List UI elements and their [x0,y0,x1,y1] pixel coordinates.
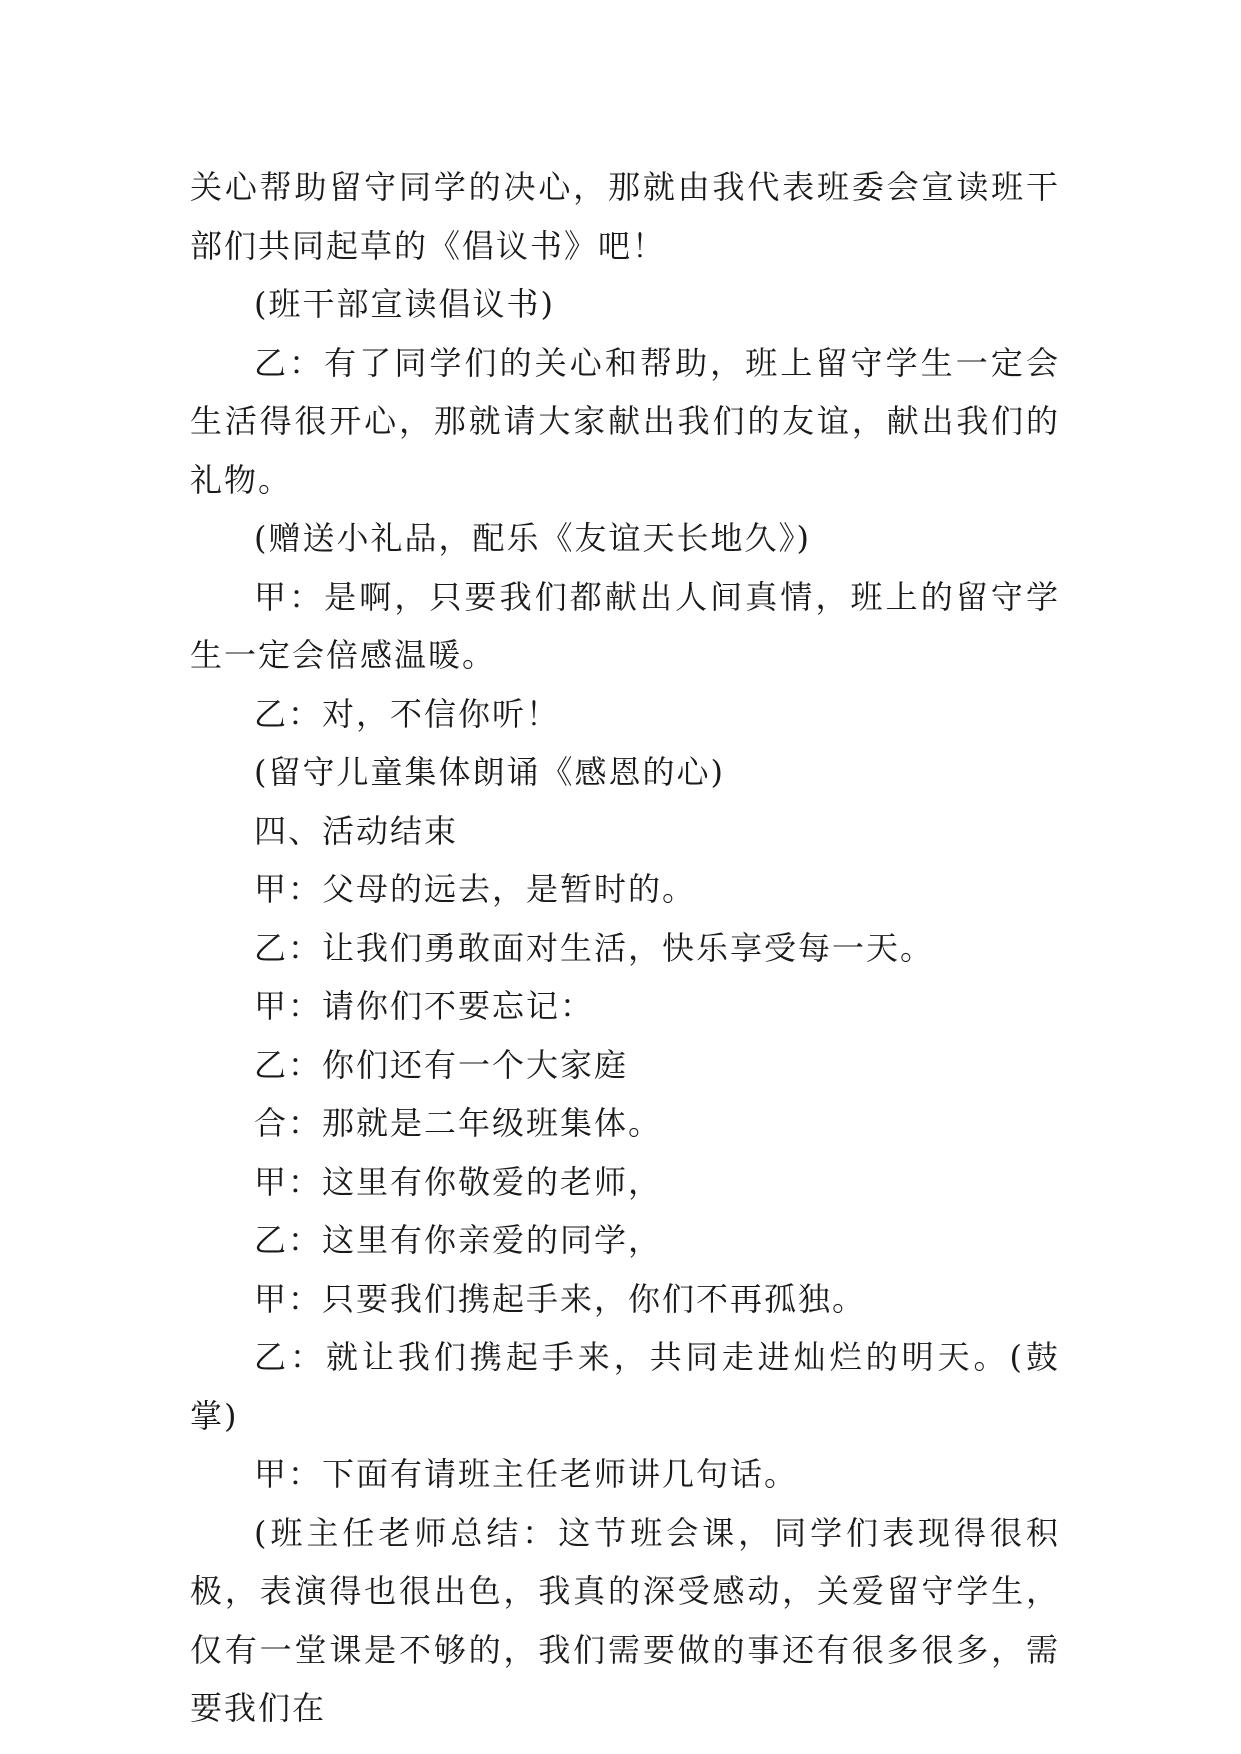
paragraph-18: 甲：下面有请班主任老师讲几句话。 [254,1455,799,1493]
paragraph-3: 乙：有了同学们的关心和帮助，班上留守学生一定会生活得很开心，那就请大家献出我们的友谊，献出我们的礼物。 [190,343,1060,499]
paragraph-1: 关心帮助留守同学的决心，那就由我代表班委会宣读班干部们共同起草的《倡议书》吧！ [190,168,1060,265]
paragraph-2: (班干部宣读倡议书) [254,285,555,323]
paragraph-4: (赠送小礼品，配乐《友谊天长地久》) [254,519,811,557]
paragraph-9: 甲：父母的远去，是暂时的。 [254,870,697,908]
paragraph-19: (班主任老师总结：这节班会课，同学们表现得很积极，表演得也很出色，我真的深受感动，关爱留守学生，仅有一堂课是不够的，我们需要做的事还有很多很多，需要我们在 [190,1513,1060,1727]
paragraph-16: 甲：只要我们携起手来，你们不再孤独。 [254,1279,867,1318]
document-body [190,158,1060,1738]
paragraph-17: 乙：就让我们携起手来，共同走进灿烂的明天。(鼓掌) [190,1338,1060,1435]
paragraph-12: 乙：你们还有一个大家庭 [254,1045,629,1084]
paragraph-7: (留守儿童集体朗诵《感恩的心) [254,753,725,791]
paragraph-14: 甲：这里有你敬爱的老师， [254,1162,663,1201]
paragraph-6: 乙：对，不信你听！ [254,694,561,733]
paragraph-10: 乙：让我们勇敢面对生活，快乐享受每一天。 [254,928,935,967]
paragraph-11: 甲：请你们不要忘记： [254,987,595,1025]
paragraph-5: 甲：是啊，只要我们都献出人间真情，班上的留守学生一定会倍感温暖。 [190,577,1060,674]
section-heading: 四、活动结束 [254,811,459,850]
paragraph-15: 乙：这里有你亲爱的同学， [254,1221,663,1259]
paragraph-13: 合：那就是二年级班集体。 [254,1104,663,1142]
